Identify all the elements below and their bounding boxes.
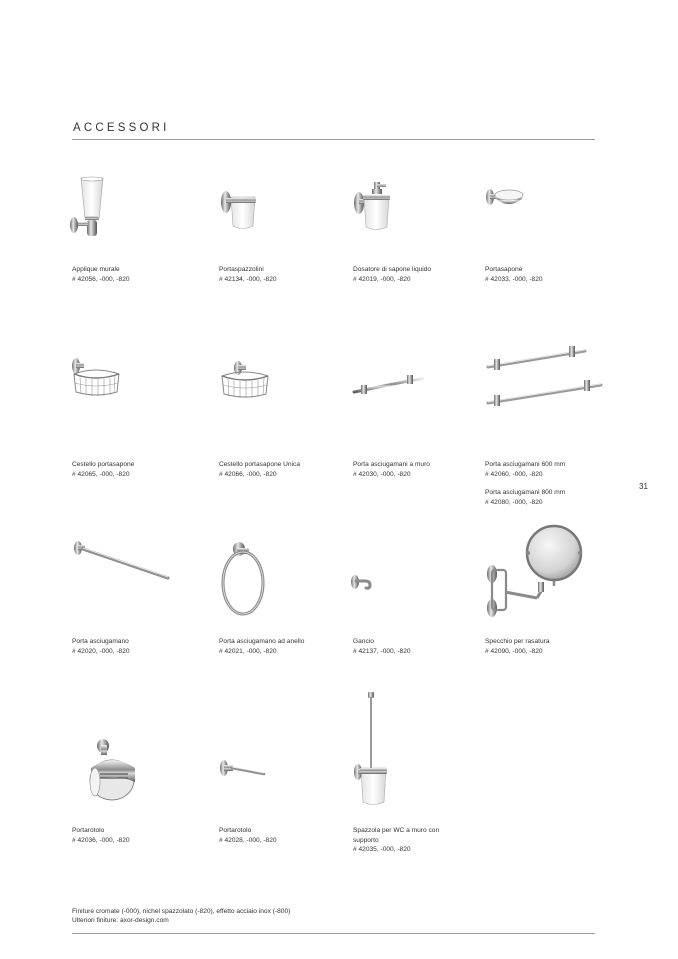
product-code: # 42020, -000, -820 [72, 647, 130, 655]
product-caption [219, 265, 334, 284]
towel-ring-image [219, 540, 273, 618]
product-name: Dosatore di sapone liquido [353, 266, 432, 273]
product-code: # 42035, -000, -820 [353, 846, 411, 853]
product-caption [72, 265, 187, 284]
product-name: Portasapone [485, 266, 523, 273]
product-caption [219, 826, 334, 845]
toilet-brush-image [352, 692, 392, 808]
product-name: Spazzola per WC a muro con [353, 827, 440, 834]
product-code: # 42066, -000, -820 [219, 470, 277, 478]
soap-basket-image [70, 356, 122, 400]
product-caption [72, 460, 187, 479]
footer-divider [72, 933, 595, 934]
towel-rail-wall-image [351, 371, 427, 397]
product-name: Portarotolo [219, 827, 252, 834]
hook-image [350, 574, 374, 592]
product-caption [72, 826, 187, 845]
product-name: Porta asciugamano ad anello [219, 638, 305, 645]
product-caption [72, 637, 187, 656]
product-name: Applique murale [72, 266, 120, 273]
soap-basket-unica-image [219, 360, 271, 402]
soap-dispenser-image [352, 181, 392, 235]
finishes-note: Finiture cromate (-000), nichel spazzolato (-820), effetto acciaio inox (-800) [72, 908, 291, 915]
product-code: # 42134, -000, -820 [219, 275, 277, 283]
page-number: 31 [639, 482, 648, 491]
product-code: # 42019, -000, -820 [353, 275, 411, 283]
product-code: # 42080, -000, -820 [485, 498, 543, 506]
title-divider [72, 139, 595, 140]
wall-lamp-image [66, 176, 112, 242]
product-code: # 42036, -000, -820 [72, 836, 130, 844]
product-name: Specchio per rasatura [485, 638, 550, 645]
more-finishes-note: Ulteriori finiture: axor-design.com [72, 917, 169, 924]
product-caption [353, 460, 468, 479]
product-caption [353, 826, 468, 855]
soap-dish-image [484, 187, 524, 211]
product-name: Cestello portasapone [72, 461, 135, 468]
product-caption [485, 460, 600, 479]
product-name: Porta asciugamani 800 mm [485, 489, 566, 496]
product-code: # 42033, -000, -820 [485, 275, 543, 283]
product-caption [353, 637, 468, 656]
product-name-line2: supporto [353, 836, 379, 844]
product-caption [219, 637, 334, 656]
product-code: # 42021, -000, -820 [219, 647, 277, 655]
product-caption [485, 637, 600, 656]
product-code: # 42030, -000, -820 [353, 470, 411, 478]
product-code: # 42065, -000, -820 [72, 470, 130, 478]
product-name: Portarotolo [72, 827, 105, 834]
towel-holder-image [72, 540, 172, 582]
toilet-paper-holder-image [218, 758, 268, 778]
product-code: # 42028, -000, -820 [219, 836, 277, 844]
toilet-paper-holder-cover-image [86, 738, 138, 804]
product-name: Porta asciugamani a muro [353, 461, 430, 468]
product-caption [219, 460, 334, 479]
product-name: Porta asciugamano [72, 638, 129, 645]
footer-note [72, 907, 290, 925]
product-code: # 42056, -000, -820 [72, 275, 130, 283]
towel-rails-image [485, 345, 605, 409]
product-code: # 42060, -000, -820 [485, 470, 543, 478]
toothbrush-holder-image [219, 188, 259, 232]
product-caption [485, 488, 600, 507]
product-name: Portaspazzolini [219, 266, 264, 273]
product-caption [485, 265, 600, 284]
product-code: # 42090, -000, -820 [485, 647, 543, 655]
product-code: # 42137, -000, -820 [353, 647, 411, 655]
product-name: Gancio [353, 638, 374, 645]
product-caption [353, 265, 468, 284]
product-name: Cestello portasapone Unica [219, 461, 301, 468]
page-title: ACCESSORI [73, 122, 170, 134]
shaving-mirror-image [485, 526, 585, 624]
product-name: Porta asciugamani 600 mm [485, 461, 566, 468]
